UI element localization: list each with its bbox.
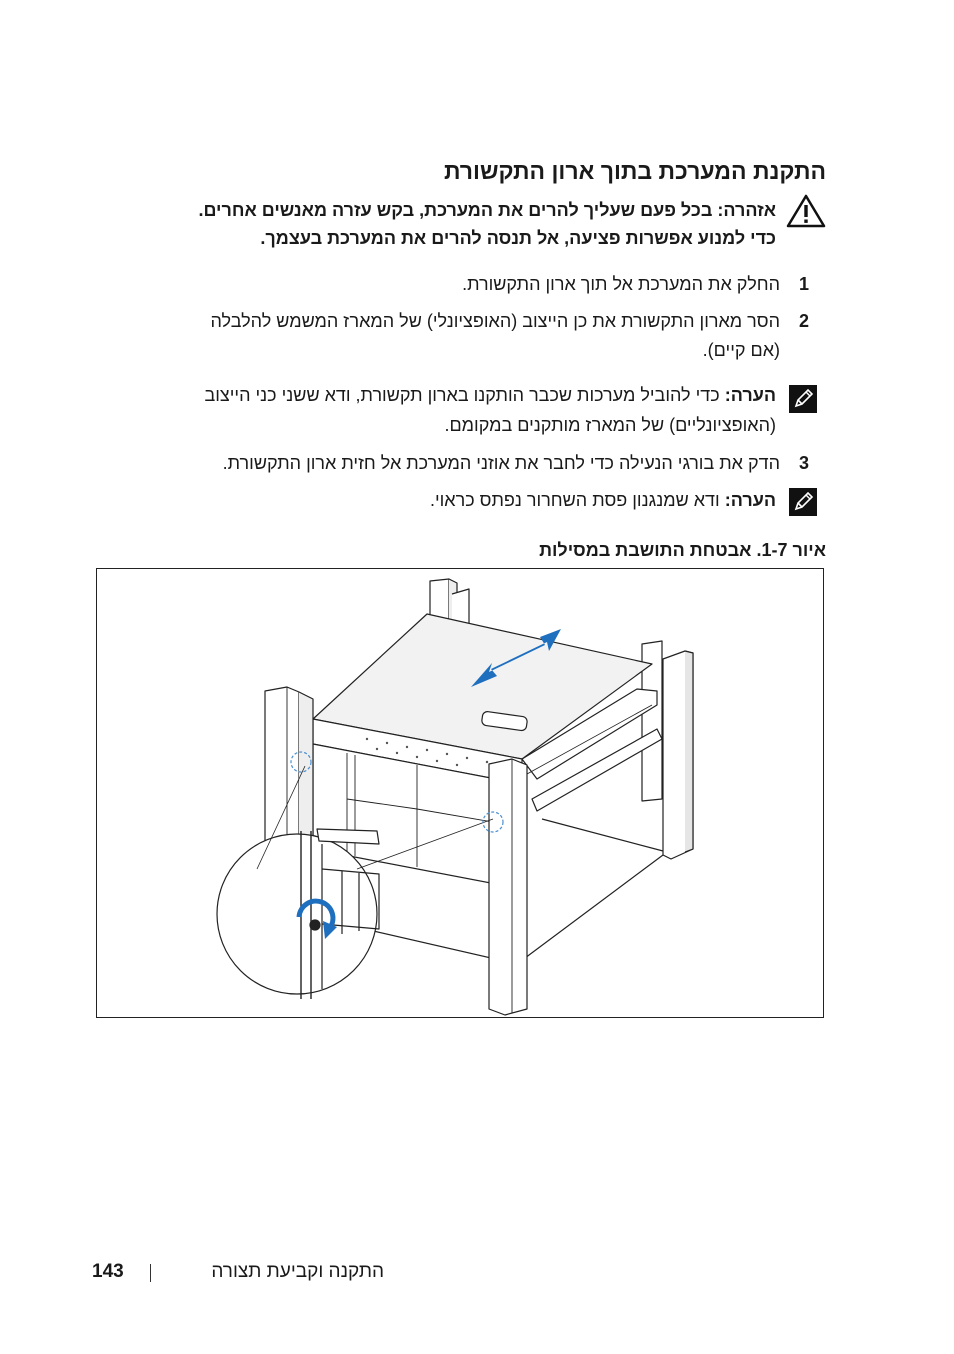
note-label: הערה: — [724, 385, 776, 405]
note-line — [90, 490, 776, 511]
step-number: 1 — [798, 274, 809, 294]
note-text: כדי להוביל מערכות שכבר הותקנו בארון תקשורת, ודא ששני כני הייצוב — [204, 385, 720, 405]
step-text: החלק את המערכת אל תוך ארון התקשורת. — [462, 274, 780, 294]
step-number: 3 — [798, 453, 809, 473]
section-title: התקנת המערכת בתוך ארון התקשורת — [443, 158, 826, 184]
footer-section-name: התקנה וקביעת תצורה — [211, 1261, 384, 1282]
page-number: 143 — [92, 1261, 124, 1282]
caution-line-2: כדי למנוע אפשרות פציעה, אל תנסה להרים את המערכת בעצמך. — [260, 228, 776, 248]
step-text: (אם קיים). — [702, 340, 780, 360]
step-text: הסר מארון התקשורת את כן הייצוב (האופציונלי) של המארז המשמש להלבלה — [210, 311, 780, 331]
footer-divider — [150, 1264, 151, 1282]
note-label: הערה: — [724, 490, 776, 510]
note-line-1 — [90, 385, 776, 406]
step-number: 2 — [798, 311, 809, 331]
pencil-note-icon — [789, 385, 817, 413]
note-line-2: (האופציונליים) של המארז מותקנים במקומם. — [444, 415, 776, 435]
caution-line-1: אזהרה: בכל פעם שעליך להרים את המערכת, בקש עזרה מאנשים אחרים. — [198, 200, 776, 220]
note-text: ודא שמנגנון פסת השחרור נפתס כראוי. — [429, 490, 720, 510]
figure-caption: איור 1-7. אבטחת התושבת במסילות — [539, 540, 826, 560]
figure-illustration — [96, 568, 824, 1018]
warning-triangle-icon — [786, 194, 814, 222]
step-text: הדק את בורגי הנעילה כדי לחבר את אוזני המערכת אל חזית ארון התקשורת. — [222, 453, 780, 473]
pencil-note-icon — [789, 488, 817, 516]
